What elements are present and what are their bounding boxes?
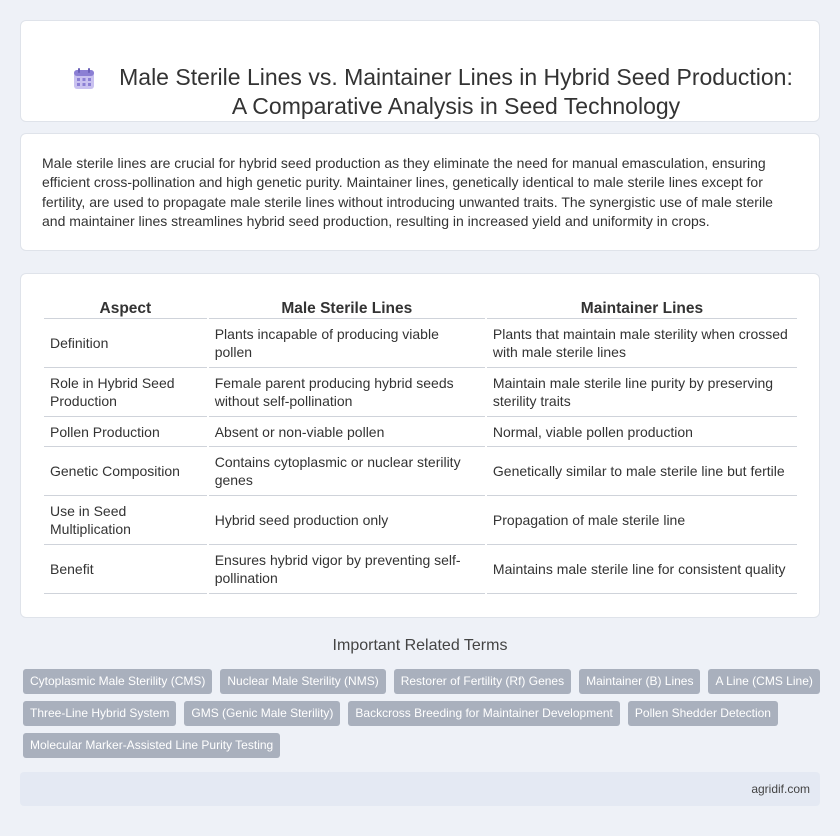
table-cell: Maintains male sterile line for consistent quality bbox=[487, 545, 797, 594]
term-tag[interactable]: Backcross Breeding for Maintainer Development bbox=[348, 701, 619, 726]
term-tag[interactable]: GMS (Genic Male Sterility) bbox=[184, 701, 340, 726]
table-cell: Propagation of male sterile line bbox=[487, 496, 797, 545]
term-tag[interactable]: Cytoplasmic Male Sterility (CMS) bbox=[23, 669, 212, 694]
intro-paragraph: Male sterile lines are crucial for hybrid seed production as they eliminate the need for manual emasculation, ensuring efficient cross-pollination and high genetic purity. Maintainer lines, genetically identical to male sterile lines except for fertility, are used to propagate male sterile lines without introducing unwanted traits. The synergistic use of male sterile and maintainer lines streamlines hybrid seed production, resulting in increased yield and uniformity in crops. bbox=[42, 155, 773, 230]
table-cell: Genetically similar to male sterile line but fertile bbox=[487, 447, 797, 496]
table-cell: Plants that maintain male sterility when crossed with male sterile lines bbox=[487, 319, 797, 368]
table-header-row bbox=[44, 295, 797, 319]
table-cell: Definition bbox=[44, 319, 207, 368]
term-tag[interactable]: Pollen Shedder Detection bbox=[628, 701, 778, 726]
term-tag[interactable]: Maintainer (B) Lines bbox=[579, 669, 700, 694]
table-cell: Absent or non-viable pollen bbox=[209, 417, 485, 447]
table-cell: Genetic Composition bbox=[44, 447, 207, 496]
term-tag[interactable]: A Line (CMS Line) bbox=[708, 669, 819, 694]
table-cell: Normal, viable pollen production bbox=[487, 417, 797, 447]
table-cell: Maintain male sterile line purity by preserving sterility traits bbox=[487, 368, 797, 417]
header-aspect: Aspect bbox=[44, 295, 207, 319]
header-maintainer: Maintainer Lines bbox=[487, 295, 797, 319]
table-row bbox=[44, 319, 797, 368]
footer-site-link[interactable]: agridif.com bbox=[751, 782, 810, 796]
table-cell: Benefit bbox=[44, 545, 207, 594]
page-title-line2: A Comparative Analysis in Seed Technology bbox=[231, 93, 681, 119]
table-cell: Pollen Production bbox=[44, 417, 207, 447]
footer bbox=[20, 772, 820, 806]
calendar-icon bbox=[72, 67, 96, 91]
table-row bbox=[44, 368, 797, 417]
term-tag[interactable]: Restorer of Fertility (Rf) Genes bbox=[394, 669, 571, 694]
table-cell: Use in Seed Multiplication bbox=[44, 496, 207, 545]
table-cell: Female parent producing hybrid seeds without self-pollination bbox=[209, 368, 485, 417]
table-cell: Contains cytoplasmic or nuclear sterility genes bbox=[209, 447, 485, 496]
table-row bbox=[44, 417, 797, 447]
comparison-table-card bbox=[20, 273, 820, 618]
table-row bbox=[44, 545, 797, 594]
term-tag[interactable]: Three-Line Hybrid System bbox=[23, 701, 176, 726]
title-card bbox=[20, 20, 820, 122]
header-male-sterile: Male Sterile Lines bbox=[209, 295, 485, 319]
page-title bbox=[101, 63, 811, 121]
intro-card bbox=[20, 133, 820, 251]
table-cell: Plants incapable of producing viable pollen bbox=[209, 319, 485, 368]
page-title-line1: Male Sterile Lines vs. Maintainer Lines in Hybrid Seed Production: bbox=[119, 64, 793, 90]
related-terms-title: Important Related Terms bbox=[332, 637, 508, 654]
related-terms-list bbox=[23, 669, 823, 765]
term-tag[interactable]: Nuclear Male Sterility (NMS) bbox=[220, 669, 385, 694]
comparison-table bbox=[42, 295, 799, 594]
table-cell: Hybrid seed production only bbox=[209, 496, 485, 545]
table-cell: Ensures hybrid vigor by preventing self-pollination bbox=[209, 545, 485, 594]
table-cell: Role in Hybrid Seed Production bbox=[44, 368, 207, 417]
table-row bbox=[44, 496, 797, 545]
term-tag[interactable]: Molecular Marker-Assisted Line Purity Testing bbox=[23, 733, 280, 758]
table-row bbox=[44, 447, 797, 496]
